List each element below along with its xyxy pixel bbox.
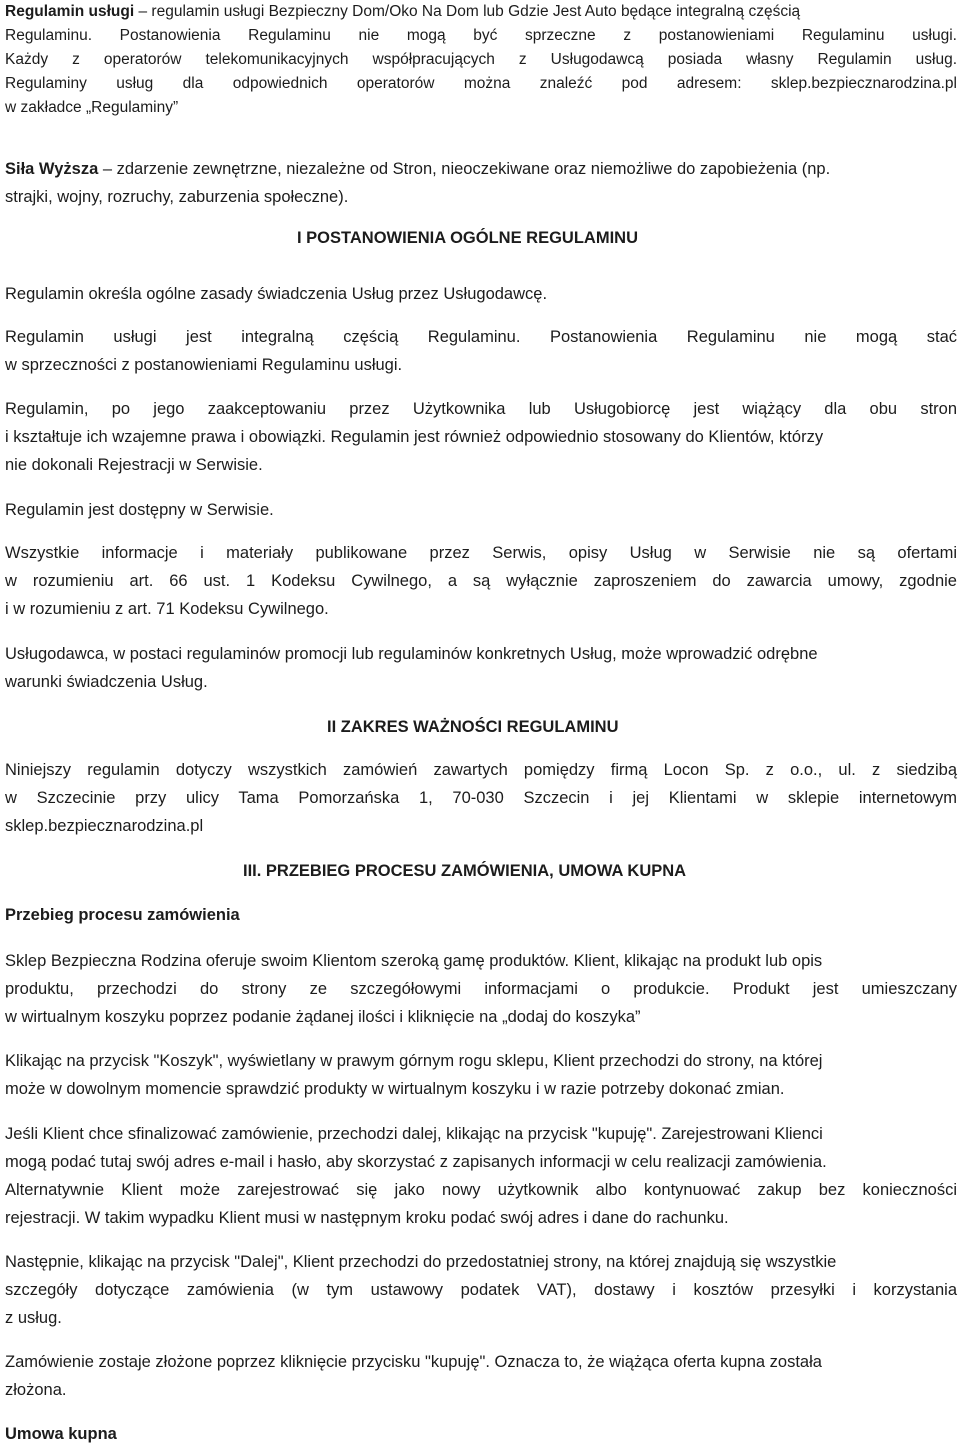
definition-sila-wyzsza: Siła Wyższa – zdarzenie zewnętrzne, niezależne od Stron, nieoczekiwane oraz niemożliwe do zapobieżenia (np. strajki, wojny, rozruchy, zaburzenia społeczne).: [5, 160, 831, 206]
section3-paragraph-5: Zamówienie zostaje złożone poprzez kliknięcie przycisku "kupuję". Oznacza to, że wiążąca oferta kupna została złożona.: [5, 1353, 822, 1399]
section3-paragraph-4: Następnie, klikając na przycisk "Dalej", Klient przechodzi do przedostatniej strony, na której znajdują się wszystkie szczegóły dotyczące zamówienia (w tym ustawowy podatek VAT), dostawy i kosztów przesyłki i korzystania z usług.: [5, 1253, 957, 1327]
section3-paragraph-3: Jeśli Klient chce sfinalizować zamówienie, przechodzi dalej, klikając na przycisk "kupuję". Zarejestrowani Klienci mogą podać tutaj swój adres e-mail i hasło, aby skorzystać z zapisanych informacji w celu realizacji zamówienia. Alternatywnie Klient może zarejestrować się jako nowy użytkownik albo kontynuować zakup bez konieczności rejestracji. W takim wypadku Klient musi w następnym kroku podać swój adres i dane do rachunku.: [5, 1125, 957, 1227]
section1-paragraph-1: Regulamin określa ogólne zasady świadczenia Usług przez Usługodawcę.: [5, 285, 548, 303]
section1-paragraph-2: Regulamin usługi jest integralną częścią Regulaminu. Postanowienia Regulaminu nie mogą stać w sprzeczności z postanowieniami Regulaminu usługi.: [5, 328, 957, 374]
subheading-przebieg-procesu: Przebieg procesu zamówienia: [5, 906, 240, 924]
term-regulamin-uslugi: Regulamin usługi: [5, 3, 135, 20]
term-sila-wyzsza: Siła Wyższa: [5, 160, 99, 178]
section2-paragraph-1: Niniejszy regulamin dotyczy wszystkich zamówień zawartych pomiędzy firmą Locon Sp. z o.o., ul. z siedzibą w Szczecinie przy ulicy Tama Pomorzańska 1, 70-030 Szczecin i jej Klientami w sklepie internetowym sklep.bezpiecznarodzina.pl: [5, 761, 957, 835]
section-heading-1: I POSTANOWIENIA OGÓLNE REGULAMINU: [297, 229, 638, 247]
subheading-umowa-kupna: Umowa kupna: [5, 1425, 117, 1443]
section3-paragraph-2: Klikając na przycisk "Koszyk", wyświetlany w prawym górnym rogu sklepu, Klient przechodzi do strony, na której może w dowolnym momencie sprawdzić produkty w wirtualnym koszyku i w razie potrzeby dokonać zmian.: [5, 1052, 823, 1098]
section1-paragraph-4: Regulamin jest dostępny w Serwisie.: [5, 501, 274, 519]
section1-paragraph-6: Usługodawca, w postaci regulaminów promocji lub regulaminów konkretnych Usług, może wprowadzić odrębne warunki świadczenia Usług.: [5, 645, 818, 691]
section-heading-3: III. PRZEBIEG PROCESU ZAMÓWIENIA, UMOWA KUPNA: [243, 862, 687, 880]
section-heading-2: II ZAKRES WAŻNOŚCI REGULAMINU: [327, 718, 619, 736]
section1-paragraph-3: Regulamin, po jego zaakceptowaniu przez Użytkownika lub Usługobiorcę jest wiążący dla obu stron i kształtuje ich wzajemne prawa i obowiązki. Regulamin jest również odpowiednio stosowany do Klientów, którzy nie dokonali Rejestracji w Serwisie.: [5, 400, 957, 474]
section1-paragraph-5: Wszystkie informacje i materiały publikowane przez Serwis, opisy Usług w Serwisie nie są ofertami w rozumieniu art. 66 ust. 1 Kodeksu Cywilnego, a są wyłącznie zaproszeniem do zawarcia umowy, zgodnie i w rozumieniu z art. 71 Kodeksu Cywilnego.: [5, 544, 957, 618]
section3-paragraph-1: Sklep Bezpieczna Rodzina oferuje swoim Klientom szeroką gamę produktów. Klient, klikając na produkt lub opis produktu, przechodzi do strony ze szczegółowymi informacjami o produkcie. Produkt jest umieszczany w wirtualnym koszyku poprzez podanie żądanej ilości i kliknięcie na „dodaj do koszyka”: [5, 952, 957, 1026]
definition-regulamin-uslugi: Regulamin usługi – regulamin usługi Bezpieczny Dom/Oko Na Dom lub Gdzie Jest Auto będące integralną częścią Regulaminu. Postanowienia Regulaminu nie mogą być sprzeczne z postanowieniami Regulaminu usługi. Każdy z operatorów telekomunikacyjnych współpracujących z Usługodawcą posiada własny Regulamin usług. Regulaminy usług dla odpowiednich operatorów można znaleźć pod adresem: sklep.bezpiecznarodzina.pl w zakładce „Regulaminy”: [5, 3, 957, 116]
